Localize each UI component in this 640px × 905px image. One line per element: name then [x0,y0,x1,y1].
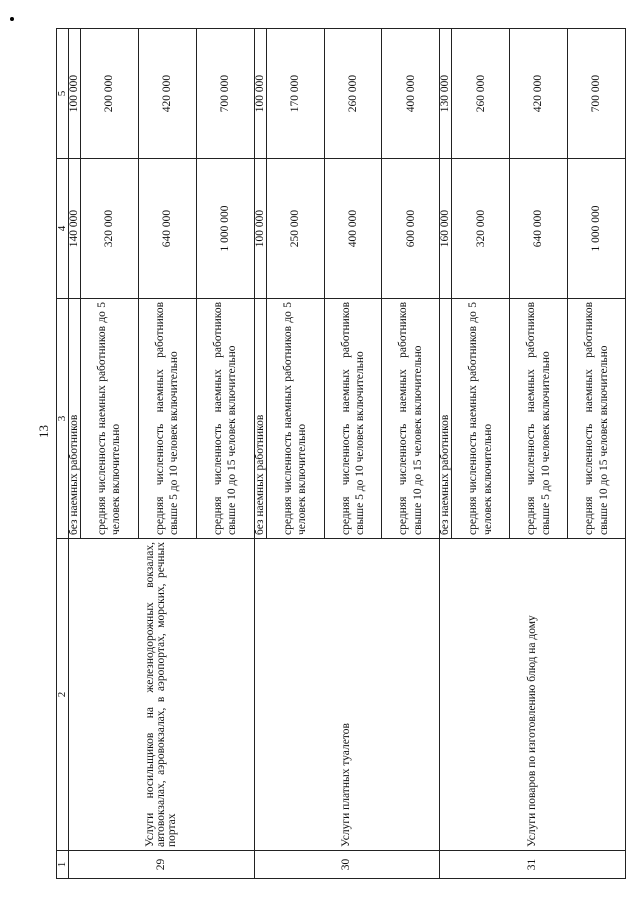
amount-cell: 170 000 [266,29,324,159]
amount-cell: 700 000 [568,29,626,159]
scan-mark [10,17,14,21]
table-row [440,29,452,879]
amount-cell: 640 000 [510,159,568,299]
table-row [69,29,81,879]
page-number: 13 [36,425,51,438]
row-number: 30 [254,851,440,879]
amount-cell: 250 000 [266,159,324,299]
row-number: 29 [69,851,255,879]
amount-cell: 320 000 [81,159,139,299]
amount-cell: 160 000 [440,159,452,299]
amount-cell: 420 000 [510,29,568,159]
row-number: 31 [440,851,626,879]
amount-cell: 400 000 [382,29,440,159]
amount-cell: 130 000 [440,29,452,159]
amount-cell: 700 000 [196,29,254,159]
header-cell-5: 5 [57,29,69,159]
criterion-cell: средняя численность наемных работников свыше 10 до 15 человек включительно [382,299,440,539]
criterion-cell: без наемных работников [69,299,81,539]
criterion-cell: средняя численность наемных работников свыше 10 до 15 человек включительно [196,299,254,539]
criterion-cell: средняя численность наемных работников до 5 человек включительно [81,299,139,539]
tariff-table [56,28,626,879]
amount-cell: 100 000 [254,29,266,159]
header-row [57,29,69,879]
header-cell-2: 2 [57,539,69,851]
amount-cell: 140 000 [69,159,81,299]
amount-cell: 400 000 [324,159,382,299]
amount-cell: 420 000 [138,29,196,159]
amount-cell: 600 000 [382,159,440,299]
criterion-cell: средняя численность наемных работников свыше 10 до 15 человек включительно [568,299,626,539]
rotated-table-container [56,29,626,879]
amount-cell: 200 000 [81,29,139,159]
criterion-cell: без наемных работников [254,299,266,539]
criterion-cell: средняя численность наемных работников до 5 человек включительно [266,299,324,539]
header-cell-4: 4 [57,159,69,299]
criterion-cell: средняя численность наемных работников свыше 5 до 10 человек включительно [138,299,196,539]
service-name: Услуги носильщиков на железнодорожных вокзалах, автовокзалах, аэровокзалах, в аэропортах, морских, речных портах [69,539,255,851]
amount-cell: 260 000 [324,29,382,159]
amount-cell: 320 000 [452,159,510,299]
criterion-cell: без наемных работников [440,299,452,539]
amount-cell: 640 000 [138,159,196,299]
amount-cell: 1 000 000 [568,159,626,299]
amount-cell: 1 000 000 [196,159,254,299]
header-cell-3: 3 [57,299,69,539]
amount-cell: 260 000 [452,29,510,159]
table-row [254,29,266,879]
service-name: Услуги платных туалетов [254,539,440,851]
service-name: Услуги поваров по изготовлению блюд на дому [440,539,626,851]
criterion-cell: средняя численность наемных работников свыше 5 до 10 человек включительно [324,299,382,539]
criterion-cell: средняя численность наемных работников свыше 5 до 10 человек включительно [510,299,568,539]
amount-cell: 100 000 [69,29,81,159]
criterion-cell: средняя численность наемных работников до 5 человек включительно [452,299,510,539]
header-cell-1: 1 [57,851,69,879]
amount-cell: 100 000 [254,159,266,299]
